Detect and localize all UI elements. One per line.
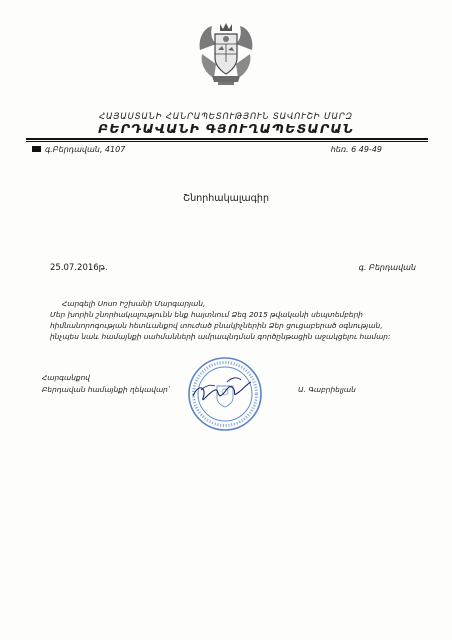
organization-name: ԲԵՐԴԱՎԱՆԻ ԳՅՈՒՂԱՊԵՏԱՐԱՆ bbox=[98, 121, 354, 136]
coat-of-arms-emblem bbox=[196, 20, 256, 88]
document-title: Շնորհակալագիր bbox=[183, 193, 269, 204]
official-stamp-seal bbox=[181, 352, 269, 434]
phone-number: հեռ. 6 49-49 bbox=[330, 145, 382, 154]
letter-body bbox=[50, 298, 410, 342]
header-divider-thick bbox=[26, 138, 428, 140]
address-line bbox=[32, 145, 125, 154]
envelope-icon bbox=[32, 146, 41, 152]
signatory-role: Բերդավան համայնքի ղեկավար՝ bbox=[42, 385, 170, 394]
organization-country-line: ՀԱՅԱՍՏԱՆԻ ՀԱՆՐԱՊԵՏՈՒԹՅՈՒՆ ՏԱՎՈՒՇԻ ՄԱՐԶ bbox=[99, 112, 353, 122]
header-divider-thin bbox=[26, 141, 428, 142]
address-text: գ.Բերդավան, 4107 bbox=[45, 145, 126, 154]
document-city: գ. Բերդավան bbox=[358, 263, 416, 272]
signatory-name: Ա. Գաբրիելյան bbox=[298, 385, 356, 394]
greeting-line: Հարգելի Սոսո Իշխանի Մարգարյան, bbox=[62, 299, 206, 308]
closing-line: Հարգանքով bbox=[42, 373, 90, 382]
body-paragraph: Մեր խորին շնորհակալությունն ենք հայտնում Ձեզ 2015 թվականի սեպտեմբերի հիմնանորոգության հետևանքով տուժած բնակիչներին Ձեր ցուցաբերած օգնության, ինչպես նաև համայնքի սահմանների ամրապնդման գործընթացին աջակցելու համար: bbox=[50, 310, 391, 341]
document-date: 25.07.2016թ. bbox=[50, 263, 108, 273]
